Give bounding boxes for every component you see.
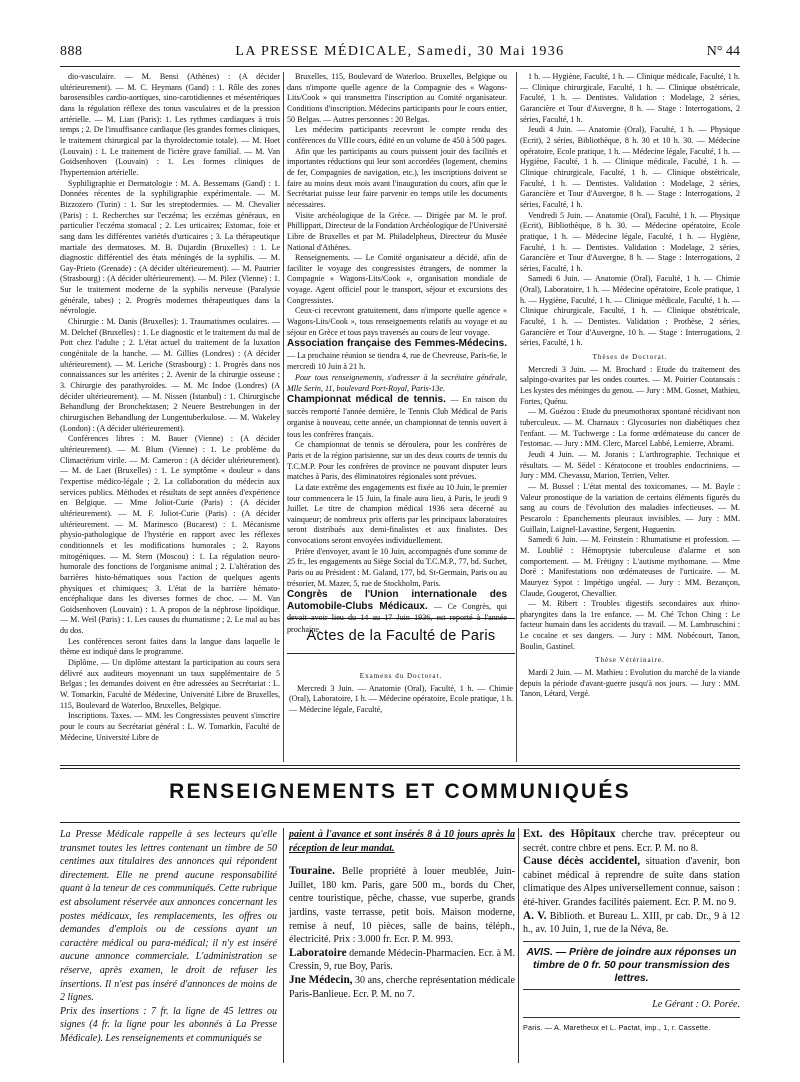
- these-entry: Samedi 6 Juin. — M. Feinstein : Rhumatisme et profession. — M. Loublié : Hémoptysie tuberculeuse d'alarme et son comportement. — M. Frétigny : L'autisme mythomane. — Mme Doré : Manifestations non œdémateuses de l'urticaire. — M. Mauryez Sypot : Impétigo ungéal. — Jury : MM. Bezançon, Claude, Gougerot, Chevallier.: [520, 535, 740, 598]
- section-rule: [60, 768, 740, 769]
- col3-para: Jeudi 4 Juin. — Anatomie (Oral), Faculté, 1 h. — Physique (Ecrit), 2 séries, Bibliothèque, 8 h. 30 et 10 h. 30. — Médecine opératoire, Ecole pratique, 1 h. — Médecine légale, Faculté, 1 h. — Hygiène, Faculté, 1 h. — Clinique médicale, Faculté, 1 h. — Clinique chirurgicale, Faculté, 1 h. — Clinique obstétricale, Faculté, 1 h. — Dentistes. Validation : Modelage, 2 séries, Garancière et Tour d'Auvergne, 8 h. — Stage : Interrogations, 2 séries, Faculté, 1 h.: [520, 125, 740, 209]
- notice-column: [60, 828, 277, 1046]
- assoc-title: Association française des Femmes-Médecins.: [287, 338, 507, 350]
- column-left: [60, 72, 280, 762]
- tennis-text2: Ce championnat de tennis se déroulera, pour les confrères de Paris et de la région parisienne, sur un des deux courts de tennis du T.C.M.P. Pour les confrères de province ne pouvant disputer leurs matches à Paris, des éliminatoires régionales sont prévues.: [287, 440, 507, 482]
- section-rule: [60, 765, 740, 766]
- header-rule: [60, 66, 740, 67]
- page-header: [60, 44, 740, 64]
- congres-title: Congrès de l'Union internationale des Automobile-Clubs Médicaux.: [287, 589, 507, 612]
- ad-jne-text: 30 ans, cherche représentation médicale Paris-Banlieue. Ecr. P. M. no 7.: [289, 974, 515, 1000]
- ads-column-middle: [289, 828, 515, 1001]
- issue-number: N° 44: [706, 44, 740, 59]
- veterinaire-heading: Thèse Vétérinaire.: [595, 656, 665, 665]
- ad-hop-text: cherche trav. précepteur ou secrét. contre chbre et pens. Ecr. P. M. no 8.: [523, 829, 740, 854]
- tennis-text4: Prière d'envoyer, avant le 10 Juin, accompagnés d'une somme de 25 fr., les engagements au Siège Social du T.C.M.P., 77, bd. Suchet, Paris ou au Président : M. Galand, 177, bd. St-Germain, Paris ou au trésorier, M. Mazer, 5, rue de Stockholm, Paris.: [287, 546, 507, 588]
- these-entry: — M. Ribert : Troubles digestifs secondaires aux rhino-pharyngites dans la 1re enfance. — M. Ché Tchon Ching : Le facteur humain dans les accidents du travail. — M. Lambruschini : Le cocaïne et ses dangers. — Jury : MM. Nobécourt, Tanon, Boulin, Gastinel.: [520, 599, 740, 651]
- ad-av-head: A. V.: [523, 909, 547, 922]
- ad-cause-text: situation d'avenir, bon cabinet médical à reprendre de suite dans station climatique des Alpes universellement connue, saison : été-hiver. Grandes facilités paiement. Ecr. P. M. no 9.: [523, 856, 740, 908]
- ad-jne-head: Jne Médecin,: [289, 973, 353, 986]
- col3-para: Samedi 6 Juin. — Anatomie (Oral), Faculté, 1 h. — Chimie (Oral), Laboratoire, 1 h. — Médecine opératoire, Ecole pratique, 1 h. — Hygiène, Faculté, 1 h. — Clinique médicale, Faculté, 1 h. — Clinique chirurgicale, Faculté, 1 h. — Clinique obstétricale, Faculté, 1 h. — Dentistes. Validation : Prothèse, 2 séries, Garancière et Tour d'Auvergne, 10 h. — Stage : Interrogations, 2 séries, Faculté, 1 h.: [520, 274, 740, 348]
- theses-heading: Thèses de Doctorat.: [592, 353, 668, 362]
- ad-jeune-medecin: [289, 974, 515, 1001]
- these-entry: Jeudi 4 Juin. — M. Joranis : L'arthrographie. Technique et résultats. — M. Sédel : Kératocone et troubles endocriniens. — Jury : MM. Chevassu, Marion, Terrien, Velter.: [520, 449, 740, 481]
- col3-para: 1 h. — Hygiène, Faculté, 1 h. — Clinique médicale, Faculté, 1 h. — Clinique chirurgicale, Faculté, 1 h. — Clinique obstétricale, Faculté, 1 h. — Dentistes. Validation : Modelage, 2 séries, Garancière et Tour d'Auvergne, 8 h. — Stage : Interrogations, 2 séries, Faculté, 1 h.: [520, 72, 740, 124]
- ad-hopitaux: [523, 828, 740, 855]
- tennis-title: Championnat médical de tennis.: [287, 394, 446, 406]
- these-entry: Mercredi 3 Juin. — M. Brochard : Etude du traitement des salpingo-ovarites par les ondes courtes. — M. Poirier Coutansais : Les kystes des méninges du genou. — Jury : MM. Gosset, Mathieu, Fortes, Quénu.: [520, 364, 740, 406]
- gerant-line: Le Gérant : O. Porée.: [523, 998, 740, 1019]
- these-entry: — M. Bussel : L'état mental des toxicomanes. — M. Bayle : Valeur pronostique de la variation de certains éléments figurés du sang au cours de l'évolution des maladies infectieuses. — M. Pescarolo : Epanchements pleuraux invisibles. — Jury : MM. Guillain, Laignel-Lavastine, Sergent, Huguenin.: [520, 481, 740, 534]
- column-divider: [283, 828, 284, 1063]
- notice-text: La Presse Médicale rappelle à ses lecteurs qu'elle transmet toutes les lettres contenant un timbre de 50 centimes aux titulaires des annonces qui répondent directement. Elle ne prend aucune responsabilité quant à la teneur de ces communiqués. Cette rubrique est absolument réservée aux annonces concernant les postes médicaux, les remplacements, les offres ou demandes d'emplois ou de cessions ayant un caractère médical ou para-médical; il n'y est inséré aucune annonce commerciale. L'administration se réserve, après examen, le droit de refuser les insertions. Il n'est pas inséré d'annonces de moins de 2 lignes.: [60, 829, 277, 1004]
- section-title: RENSEIGNEMENTS ET COMMUNIQUÉS: [169, 780, 631, 803]
- column-right: [520, 72, 740, 762]
- col2-para: Renseignements. — Le Comité organisateur a décidé, afin de faciliter le voyage des congressistes étrangers, de nommer la Compagnie « Wagons-Lits/Cook », organisation mondiale de voyage. Agent officiel pour le transport, séjour et excursions des Congressistes.: [287, 253, 507, 305]
- avis-box: AVIS. — Prière de joindre aux réponses un timbre de 0 fr. 50 pour transmission des lettres.: [523, 941, 740, 990]
- these-entry: — M. Guézou : Etude du pneumothorax spontané récidivant non tuberculeux. — M. Charnaux : Glycosuries non diabétiques chez l'enfant. — M. Tuchwerge : La forme œdémateuse du cancer de l'estomac. — Jury : MM. Clerc, Marcel Labbé, Lemierre, Abrami.: [520, 407, 740, 449]
- col2-para: Ceux-ci recevront gratuitement, dans n'importe quelle agence « Wagons-Lits/Cook », tous renseignements relatifs au voyage et au séjour en Grèce et tous pays traversés au cours de leur voyage.: [287, 306, 507, 337]
- faculte-subhead: Examens du Doctorat.: [359, 672, 443, 680]
- ad-hop-head: Ext. des Hôpitaux: [523, 828, 616, 840]
- col2-para: Visite archéologique de la Grèce. — Dirigée par M. le prof. Phillippart, Directeur de la Fondation Archéologique de l'Université Libre de Bruxelles et par M. Philadelpheus, Directeur du Musée National d'Athènes.: [287, 210, 507, 252]
- col2-para: Les médecins participants recevront le compte rendu des conférences du VIIIe cours, édité en un volume de 450 à 500 pages.: [287, 125, 507, 145]
- col1-para: Syphiligraphie et Dermatologie : M. A. Bessemans (Gand) : 1. Données récentes de la syphiligraphie expérimentale. — M. Bizzozero (Turin) : 1. Sur les streptodermies. — M. Chevalier (Paris) : 1. Recherches sur l'eczéma; les eczémas généraux, en particulier l'eczéma stomacal ; 2. Les urticaires; Estomac, foie et sang dans les différentes variétés d'urticaires ; 3. La thérapeutique martiale des dermatoses. M. B. Dujardin (Bruxelles) : 1. Le diagnostic différentiel des états méningés de la syphilis. — M. Gay-Prieto (Grenade) : (A décider ultérieurement). — M. Pautrier (Strasbourg) : (A décider ultérieurement). — M. Pilez (Vienne) : 1. Sur le traitement moderne de la syphilis nerveuse (Paralysie générale, tabes) ; 2. Progrès modernes thérapeutiques dans la névrologie.: [60, 178, 280, 316]
- ad-labo-text: demande Médecin-Pharmacien. Ecr. à M. Cressin, 9, rue Boy, Paris.: [289, 947, 515, 973]
- printer-line: Paris. — A. Maretheux et L. Pactat, imp., 1, r. Cassette.: [523, 1023, 711, 1033]
- ad-cause-deces: [523, 855, 740, 909]
- column-divider: [283, 72, 284, 762]
- tennis-heading: [287, 394, 507, 440]
- ads-column-right: [523, 828, 740, 1033]
- tennis-text: — En raison du succès remporté l'année dernière, le Tennis Club Médical de Paris organise à nouveau, cette année, un championnat de tennis ouvert à tous les confrères français.: [287, 395, 508, 439]
- ad-laboratoire: [289, 947, 515, 974]
- prices-text: Prix des insertions : 7 fr. la ligne de 45 lettres ou signes (4 fr. la ligne pour les abonnés à La Presse Médicale). Les renseignements et communiqués se: [60, 1005, 277, 1044]
- ad-av-text: Biblioth. et Bureau L. XIII, pr cab. Dr., 9 à 12 h., av. 10 Juin, 1, rue de la Néva, 8e.: [523, 910, 741, 936]
- faculte-title: Actes de la Faculté de Paris: [306, 628, 496, 644]
- col2-para: Afin que les participants au cours puissent jouir des facilités et importantes réductions qui leur sont accordées (logement, chemins de fer, Compagnies de navigation, etc.), les inscriptions doivent se faire au moins deux mois avant l'inauguration du cours, afin que le Secrétariat puisse leur faire parvenir en temps utile les documents nécessaires.: [287, 146, 507, 209]
- ad-av: [523, 910, 740, 937]
- assoc-heading: [287, 338, 507, 373]
- col2-para: Bruxelles, 115, Boulevard de Waterloo. Bruxelles, Belgique ou dans n'importe quelle agence de la Compagnie des « Wagons-Lits/Cook » qui transmettra l'inscription au Comité organisateur. Conditions d'inscription. Médecins participants pour le cours entier, 50 Belgas. — Autres personnes : 20 Belgas.: [287, 72, 507, 124]
- assoc-text2: Pour tous renseignements, s'adresser à la secrétaire générale, Mlle Serin, 11, boulevard Port-Royal, Paris-13e.: [287, 372, 507, 393]
- col1-para: Diplôme. — Un diplôme attestant la participation au cours sera délivré aux auditeurs moyennant un taux supplémentaire de 5 Belgas ; les demandes doivent en être adressées au Secrétariat : L. W. Tomarkin, Faculté de Médecine, Université Libre de Bruxelles, 115, Boulevard de Waterloo, Bruxelles, Belgique.: [60, 658, 280, 710]
- section-rule: [60, 822, 740, 823]
- col1-para: Chirurgie : M. Danis (Bruxelles): 1. Traumatismes oculaires. — M. Delchef (Bruxelles) : 1. Le diagnostic et le traitement du mal de Pott chez l'adulte ; 2. L'état actuel du traitement de la luxation congénitale de la hanche. — M. Gillies (Londres) : (A décider ultérieurement). — M. Leriche (Strasbourg) : 1. Progrès dans nos connaissances sur les artérites ; 2. Avenir de la chirurgie osseuse ; 3. Chirurgie des parathyroïdes. — M. Mc Indoe (Londres) (A décider ultérieurement). — M. Nissen (Istanbul) : 1. Chirurgische Behandlung der Bronchektasen; 2 Neuere Bestrebungen in der chirurgischen Behandlung der Lungentuberkulose. — M. Wakeley (London) : (A décider ultérieurement).: [60, 317, 280, 433]
- veterinaire-entry: Mardi 2 Juin. — M. Mathieu : Evolution du marché de la viande depuis la période d'avant-guerre jusqu'à nos jours. — Jury : MM. Tanon, Létard, Vergé.: [520, 668, 740, 699]
- ad-cause-head: Cause décès accidentel,: [523, 855, 641, 868]
- payment-note: paient à l'avance et sont insérés 8 à 10 jours après la réception de leur mandat.: [289, 829, 515, 854]
- ad-touraine-text: Belle propriété à louer meublée, Juin-Juillet, 180 km. Paris, gare 500 m., bords du Cher, centre touristique, pêche, chasse, vue superbe, grands jardins, vaste terrasse, petit bois. Maison moderne, remise à neuf, 10 pièces, salle de bains, téléph., électricité. Prix : 3.000 fr. Ecr. P. M. 993.: [289, 866, 515, 946]
- column-divider: [516, 72, 517, 762]
- tennis-text3: La date extrême des engagements est fixée au 10 Juin, le premier tour commencera le 15 Juin, la finale aura lieu, à Paris, le jeudi 9 Juillet. Le titre de champion médical 1936 sera décerné au vainqueur; de nombreux prix offerts par les principaux laboratoires seront distribués aux demi-finalistes et aux finalistes. Des convocations seront envoyées individuellement.: [287, 482, 507, 546]
- faculte-text: Mercredi 3 Juin. — Anatomie (Oral), Faculté, 1 h. — Chimie (Oral), Laboratoire, 1 h. — Médecine opératoire, Ecole pratique, 1 h. — Médecine légale, Faculté,: [289, 683, 513, 714]
- col1-para: dio-vasculaire. — M. Bensi (Athènes) : (A décider ultérieurement). — M. C. Heymans (Gand) : 1. Rôle des zones barosensibles cardio-aortiques, sino-carotidiennes et mésentériques dans la régulation réflexe des tonus vasculaires et de la pression artérielle. — M. Lian (Paris): 1. Les rythmes cardiaques à trois temps ; 2. De l'insuffisance cardiaque (les grandes formes cliniques, le traitement chirurgical par la thyroïdectomie totale). — M. Hoet (Louvain) : 1. Le traitement de l'ictère grave familial. — M. Van Goidsenhoven (Louvain) : 1. Les formes cliniques de l'hypertension artérielle.: [60, 72, 280, 177]
- faculte-text-block: [289, 668, 513, 716]
- journal-title: LA PRESSE MÉDICALE, Samedi, 30 Mai 1936: [235, 44, 565, 59]
- ad-touraine-head: Touraine.: [289, 865, 335, 878]
- col3-para: Vendredi 5 Juin. — Anatomie (Oral), Faculté, 1 h. — Physique (Ecrit), Bibliothèque, 8 h. 30. — Médecine opératoire, Ecole pratique, 1 h. — Médecine légale, Faculté, 1 h. — Hygiène, Faculté, 1 h. — Dentistes. Validation : Modelage, 2 séries, Garancière et Tour d'Auvergne, 8 h. — Stage : Interrogations, 2 séries, Faculté, 1 h.: [520, 210, 740, 273]
- congres-text: — Ce Congrès, qui devait avoir lieu du 14 au 17 Juin 1936, est reporté à l'année prochaine.: [287, 601, 508, 634]
- page-number: 888: [60, 44, 83, 59]
- col1-para: Conférences libres : M. Bauer (Vienne) : (A décider ultérieurement). — M. Blum (Vienne) : 1. Le problème du Climactérium virile. — M. Cameron : (A décider ultérieurement). — M. de Laet (Bruxelles) : 1. Le symptôme « douleur » dans l'expertise médico-légale ; 2. La collaboration du médecin aux services publics. Méthodes et résultats de sept années d'expérience en Belgique. — Mme Joliot-Curie (Paris) : (A décider ultérieurement). — M. F. Joliot-Curie (Paris) : (A décider ultérieurement. — M. Marinesco (Bucarest) : 1. Mécanisme physio-pathologique de l'hystérie en rapport avec les réflexes conditionnels et les modifications humorales ; 2. Rayons mitogéniques. — M. Stern (Moscou) : 1. La régulation neuro-humorale des fonctions de l'organisme animal ; 2. L'altération des barrières histo-hématiques sous l'action de quelques agents physiques et chimiques; 3. L'état de la barrière hémato-encéphalique dans les diverses formes de choc. — M. Van Goidsenhoven (Louvain) : 1. A propos de la néphrose lipoïdique. — M. Weil (Paris) : 1. Les causes du rhumatisme ; 2. Le mal au bas du dos.: [60, 434, 280, 636]
- col1-para: Les conférences seront faites dans la langue dans laquelle le thème est indiqué dans le programme.: [60, 636, 280, 657]
- ad-touraine: [289, 865, 515, 947]
- col1-para: Inscriptions. Taxes. — MM. les Congressistes peuvent s'inscrire pour le cours au Secrétariat général : L. W. Tomarkin, Faculté de Médecine, Université Libre de: [60, 711, 280, 742]
- column-middle: [287, 72, 508, 634]
- ad-labo-head: Laboratoire: [289, 946, 347, 959]
- faculte-heading-box: [287, 618, 515, 654]
- assoc-text: — La prochaine réunion se tiendra 4, rue de Chevreuse, Paris-6e, le mercredi 10 Juin à 21 h.: [287, 350, 507, 372]
- column-divider: [518, 828, 519, 1063]
